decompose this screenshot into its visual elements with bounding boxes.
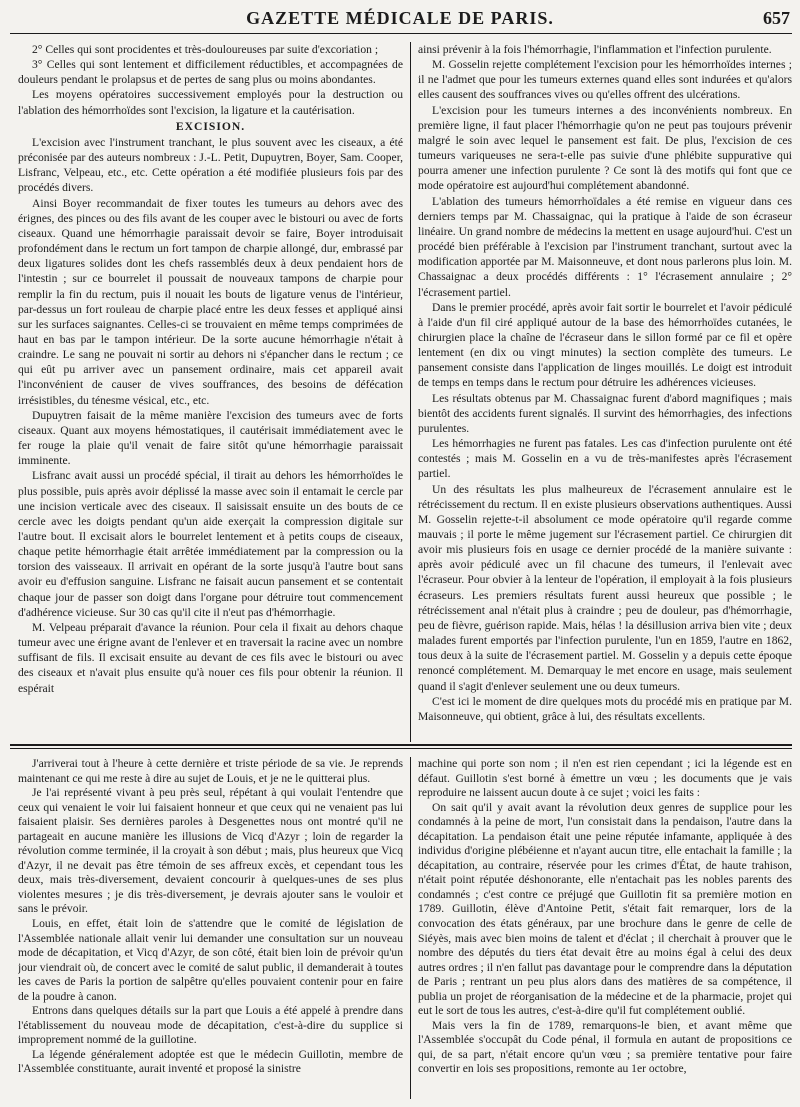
upper-column-divider: [410, 42, 411, 742]
paragraph: Lisfranc avait aussi un procédé spécial, il tirait au dehors les hémorrhoïdes le plus possible, puis après avoir déplissé la masse avec soin il entamait le cercle par une incision verticale avec des ciseaux. Il saisissait ensuite un des bouts de ce cercle avec les doigts pendant qu'un aide exerçait la compression digitale sur l'autre bout. Il excisait alors le bourrelet lentement et à petits coups de ciseaux, chaque petite hémorrhagie était arrêtée immédiatement par la compression ou la torsion des vaisseaux. Il arrivait en opérant de la sorte jusqu'à l'autre bout sans avoir eu d'effusion sanguine. Lisfranc ne faisait aucun pansement et se contentait chaque jour de passer son doigt dans l'organe pour détruire tout commencement d'adhérence vicieuse. Sur 30 cas qu'il cite il n'eut pas d'hémorrhagie.: [18, 469, 403, 619]
paragraph: 3° Celles qui sont lentement et difficilement réductibles, et accompagnées de douleurs pendant le prolapsus et de pertes de sang plus ou moins abondantes.: [18, 58, 403, 87]
paragraph: C'est ici le moment de dire quelques mots du procédé mis en pratique par M. Maisonneuve, qui obtient, grâce à lui, des résultats excellents.: [418, 694, 792, 723]
paragraph: M. Velpeau préparait d'avance la réunion. Pour cela il fixait au dehors chaque tumeur avec une érigne avant de l'enlever et en traversait la racine avec un nombre suffisant de fils. Il excisait ensuite au devant de ces fils avec le bistouri ou avec des ciseaux et n'avait plus ensuite qu'à nouer ces fils pour obtenir la réunion. Il espérait: [18, 620, 403, 695]
section-divider-rule: [10, 744, 792, 746]
section-heading: EXCISION.: [175, 119, 246, 133]
lower-right-column: [418, 757, 792, 1099]
header-rule: [10, 33, 792, 34]
lower-column-divider: [410, 757, 411, 1099]
paragraph: Les moyens opératoires successivement employés pour la destruction ou l'ablation des hémorrhoïdes sont l'excision, la ligature et la cautérisation.: [18, 88, 403, 117]
upper-left-column: [18, 42, 403, 742]
paragraph: Louis, en effet, était loin de s'attendre que le comité de législation de l'Assemblée nationale allait venir lui demander une consultation sur un nouveau mode de décapitation, et Vicq d'Azyr, de son côté, était bien loin de prévoir qu'un jour viendrait où, de concert avec le comité de salut public, il demanderait à toutes les caves de Paris la portion de salpêtre qu'elles pouvaient contenir pour en faire de la poudre à canon.: [18, 917, 403, 1003]
upper-right-column: [418, 42, 792, 742]
paragraph: Entrons dans quelques détails sur la part que Louis a été appelé à prendre dans l'établissement du nouveau mode de décapitation, c'est-à-dire du supplice si improprement nommé de la guillotine.: [18, 1004, 403, 1047]
paragraph: Un des résultats les plus malheureux de l'écrasement annulaire est le rétrécissement du rectum. Il en existe plusieurs observations authentiques. Aussi M. Gosselin rejette-t-il absolument ce mode opératoire qu'il regarde comme mauvais ; il porte le même jugement sur l'écrasement partiel. Ce chirurgien dit avoir mis plusieurs fois en usage ce dernier procédé de la manière suivante : après avoir pédiculé avec un fil chacune des tumeurs, il l'enlevait avec l'écraseur. Pour obvier à la lenteur de l'opération, il employait à la fois plusieurs écraseurs. Les premiers résultats furent aussi heureux que possible ; le rétrécissement anal n'était plus à craindre ; peu de douleur, pas d'hémorrhagie, peu de fièvre, guérison rapide. Mais, hélas ! la désillusion arriva bien vite ; deux malades furent emportés par l'infection purulente, l'un en 1859, l'autre en 1862, tous deux à la suite de l'écrasement partiel. M. Gosselin y a depuis cette époque renoncé complétement. M. Demarquay le met encore en usage, mais seulement quand il s'agit d'enlever seulement une ou deux tumeurs.: [418, 482, 792, 693]
paragraph: On sait qu'il y avait avant la révolution deux genres de supplice pour les condamnés à la peine de mort, l'un consistait dans la pendaison, l'autre dans la décapitation. La pendaison était une peine réputée infamante, appliquée à des individus d'origine plébéienne et n'ayant aucun titre, elle entachait la famille ; la décapitation, au contraire, réservée pour les crimes d'État, de haute trahison, n'était point réputée déshonorante, elle n'entachait pas les nobles parents des condamnés ; c'est contre ce préjugé que Guillotin fit sa première motion en 1789. Guillotin, élève d'Antoine Petit, s'était fait remarquer, lors de la convocation des états généraux, par une brochure dans le genre de celle de Siéyès, mais avec bien moins de talent et d'éclat ; il cherchait à prouver que le nombre des députés du tiers état devait être au moins égal à celui des deux autres ordres ; il n'en fallut pas davantage pour le comprendre dans la députation de Paris ; rentrant un peu plus alors dans des matières de sa compétence, il publia un projet de réorganisation de la médecine et de la pharmacie, projet qui eut le sort de tous les autres, c'est-à-dire qu'il fut complétement oublié.: [418, 800, 792, 1018]
paragraph: 2° Celles qui sont procidentes et très-douloureuses par suite d'excoriation ;: [32, 43, 379, 56]
paragraph: J'arriverai tout à l'heure à cette dernière et triste période de sa vie. Je reprends maintenant ce qui me reste à dire au sujet de Louis, et je ne le quitterai plus.: [18, 757, 403, 785]
paragraph: La légende généralement adoptée est que le médecin Guillotin, membre de l'Assemblée constituante, aurait inventé et proposé la sinistre: [18, 1047, 403, 1076]
paragraph: machine qui porte son nom ; il n'en est rien cependant ; ici la légende est en défaut. Guillotin s'est borné à émettre un vœu ; les documents que je vais reproduire ne laissent aucun doute à ce sujet ; voici les faits :: [418, 757, 792, 800]
paragraph: L'excision avec l'instrument tranchant, le plus souvent avec les ciseaux, a été préconisée par des auteurs nombreux : J.-L. Petit, Dupuytren, Boyer, Sam. Cooper, Lisfranc, Velpeau, etc., etc. Cette opération a été modifiée plusieurs fois par des procédés divers.: [18, 135, 403, 195]
paragraph: Dans le premier procédé, après avoir fait sortir le bourrelet et l'avoir pédiculé à l'aide d'un fil ciré appliqué autour de la base des hémorrhoïdes cutanées, le chirurgien place la chaîne de l'écraseur dans le sillon formé par ce fil et opère lentement (en dix ou vingt minutes) la section complète des tumeurs. Le pansement consiste dans l'application de linges mouillés. Le doigt est introduit de temps en temps dans le rectum pour détruire les adhérences vicieuses.: [418, 300, 792, 390]
paragraph: Les résultats obtenus par M. Chassaignac furent d'abord magnifiques ; mais bientôt des accidents furent signalés. Il survint des hémorrhagies, des infections purulentes.: [418, 391, 792, 435]
paragraph: L'ablation des tumeurs hémorrhoïdales a été remise en vigueur dans ces derniers temps par M. Chassaignac, qui la pratique à l'aide de son écraseur linéaire. Un grand nombre de médecins la mettent en usage aujourd'hui. C'est un procédé bien préférable à l'excision par l'instrument tranchant, surtout avec la modification apportée par M. Maisonneuve, et dont nous parlerons plus loin. M. Chassaignac a deux procédés différents : 1° l'écrasement annulaire ; 2° l'écrasement partiel.: [418, 194, 792, 299]
paragraph: Ainsi Boyer recommandait de fixer toutes les tumeurs au dehors avec des érignes, des pinces ou des fils avant de les couper avec le bistouri ou avec de forts ciseaux. Quand une hémorrhagie paraissait devoir se faire, Boyer introduisait profondément dans le rectum un fort tampon de charpie allongé, dur, embrassé par deux ligatures solides dont les chefs rassemblés deux à deux pendaient hors de l'intestin ; sur ce bourrelet il poussait de nouveaux tampons de charpie pour remplir la fin du rectum, puis il nouait les bouts de ligature venus de l'intérieur, par-dessus un fort rouleau de charpie placé entre les deux fesses et appliqué ainsi sur les surfaces saignantes. Celles-ci se trouvaient en même temps comprimées de haut en bas par le tampon intérieur. De la sorte aucune hémorrhagie n'était à craindre. Le sang ne pouvait ni sortir au dehors ni s'épancher dans le rectum ; ce qui eût pu arriver avec un pansement ordinaire, mais cet appareil avait l'inconvénient de causer de vives souffrances, des besoins de défécation irrésistibles, du ténesme vésical, etc., etc.: [18, 196, 403, 407]
lower-left-column: [18, 757, 403, 1099]
page-number: 657: [763, 8, 790, 28]
paragraph: Je l'ai représenté vivant à peu près seul, répétant à qui voulait l'entendre que ceux qui venaient le voir lui faisaient honneur et que ceux qui ne venaient pas lui faisaient plaisir. Ses dernières paroles à Desgenettes nous ont montré qu'il ne partageait en aucune manière les illusions de Vicq d'Azyr ; loin de regarder la révolution comme terminée, il la croyait à son début ; mais, plus heureux que Vicq d'Azyr, il ne devait pas être témoin de ses affreux excès, et cependant tous les deux, mais très-diversement, devaient concourir à quelques-unes de ses plus violentes mesures ; je dis très-diversement, je devrais ajouter sans le vouloir et sans le prévoir.: [18, 786, 403, 916]
paragraph: ainsi prévenir à la fois l'hémorrhagie, l'inflammation et l'infection purulente.: [418, 43, 772, 56]
paragraph: M. Gosselin rejette complétement l'excision pour les hémorrhoïdes internes ; il ne l'admet que pour les tumeurs externes quand elles sont indurées et qu'alors elles causent des souffrances vives ou qu'elles offrent des ulcérations.: [418, 58, 792, 102]
paragraph: Mais vers la fin de 1789, remarquons-le bien, et avant même que l'Assemblée s'occupât du Code pénal, il formula en autant de propositions ce qui, de sa part, n'était encore qu'un vœu ; sa première tentative pour faire convertir en lois ses propositions, remonte au 1er octobre,: [418, 1018, 792, 1076]
page-header: [0, 0, 800, 34]
paragraph: Dupuytren faisait de la même manière l'excision des tumeurs avec de forts ciseaux. Quant aux moyens hémostatiques, il cautérisait immédiatement avec le fer rouge la plaie qu'il venait de faire sitôt qu'une hémorrhagie paraissait imminente.: [18, 408, 403, 468]
paragraph: L'excision pour les tumeurs internes a des inconvénients nombreux. En première ligne, il faut placer l'hémorrhagie qu'on ne peut pas toujours prévenir malgré le soin avec lequel le pansement est fait. De plus, l'excision de ces tumeurs variqueuses ne sera-t-elle pas suivie d'une phlébite suppurative qui pourra amener une infection purulente ? Ce sont là des motifs qui font que ce mode opératoire est aujourd'hui complétement abandonné.: [418, 103, 792, 193]
section-divider-rule-thin: [10, 748, 792, 749]
paragraph: Les hémorrhagies ne furent pas fatales. Les cas d'infection purulente ont été contestés ; mais M. Gosselin en a vu de très-manifestes après l'écrasement partiel.: [418, 437, 792, 481]
journal-title: GAZETTE MÉDICALE DE PARIS.: [246, 8, 554, 28]
